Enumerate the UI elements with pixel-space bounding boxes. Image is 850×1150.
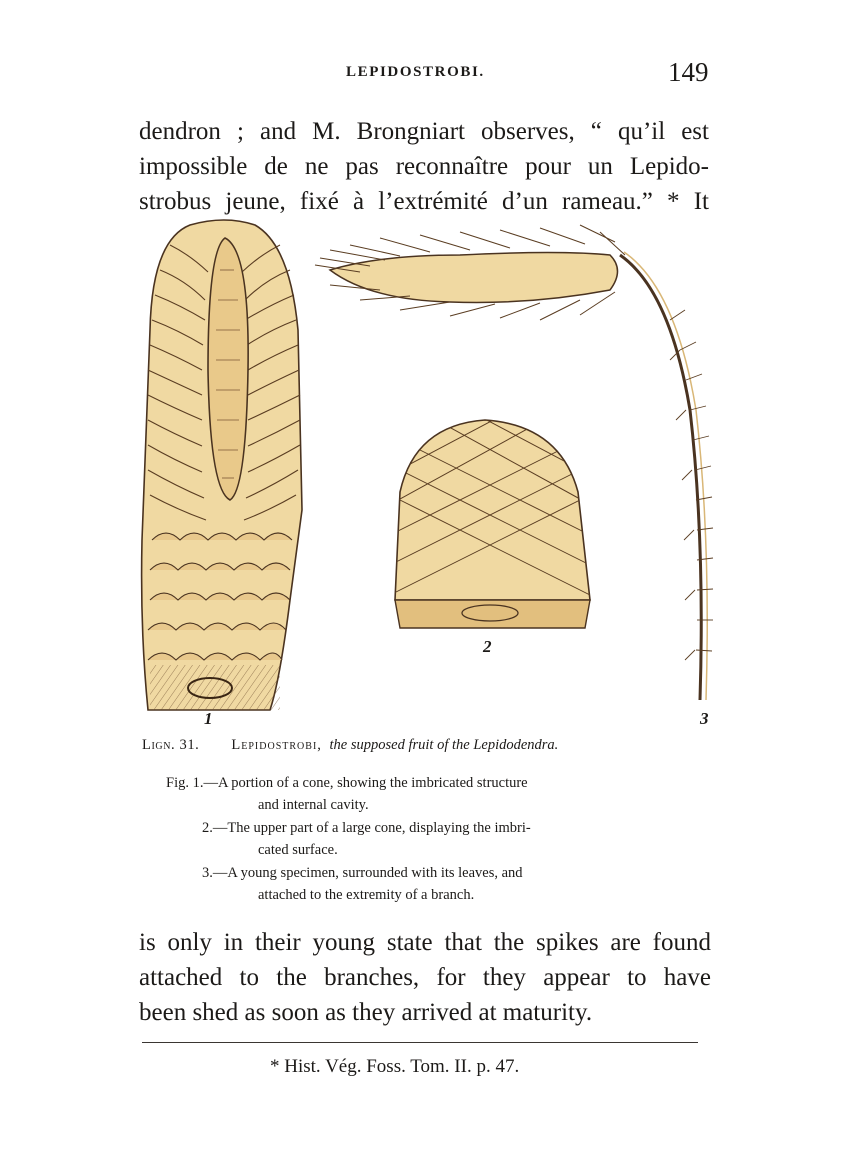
caption-name: Lepidostrobi, xyxy=(231,737,322,753)
caption-description: the supposed fruit of the Lepidodendra. xyxy=(329,737,559,753)
figure-caption xyxy=(142,737,558,754)
body-text-top xyxy=(139,114,709,219)
legend-line: 2.—The upper part of a large cone, displaying the imbri- xyxy=(202,820,531,836)
figure-1-cone-section xyxy=(142,220,302,710)
text-line: strobus jeune, fixé à l’extrémité d’un rameau.” * It xyxy=(139,188,709,215)
text-line: dendron ; and M. Brongniart observes, “ qu’il est xyxy=(139,118,709,145)
figure-label-3: 3 xyxy=(700,709,709,728)
caption-label: Lign. 31. xyxy=(142,737,200,753)
figure-2-cone-top xyxy=(380,385,600,628)
text-line: is only in their young state that the spikes are found xyxy=(139,929,711,956)
text-line: attached to the branches, for they appear to have xyxy=(139,964,711,991)
legend-line: and internal cavity. xyxy=(258,797,369,813)
figure-label-1: 1 xyxy=(204,709,213,728)
body-text-bottom xyxy=(139,925,711,1030)
legend-line: attached to the extremity of a branch. xyxy=(258,887,475,903)
legend-line: 3.—A young specimen, surrounded with its leaves, and xyxy=(202,865,523,881)
lepidostrobi-plate xyxy=(130,210,730,740)
figure-label-2: 2 xyxy=(483,637,492,656)
text-line: been shed as soon as they arrived at maturity. xyxy=(139,999,593,1026)
legend-line: cated surface. xyxy=(258,842,338,858)
footnote-rule xyxy=(142,1042,698,1043)
footnote: * Hist. Vég. Foss. Tom. II. p. 47. xyxy=(270,1056,520,1077)
running-head: LEPIDOSTROBI. xyxy=(346,64,485,80)
text-line: impossible de ne pas reconnaître pour un Lepido- xyxy=(139,153,709,180)
page-number: 149 xyxy=(668,57,709,87)
legend-line: Fig. 1.—A portion of a cone, showing the imbricated structure xyxy=(166,775,528,791)
